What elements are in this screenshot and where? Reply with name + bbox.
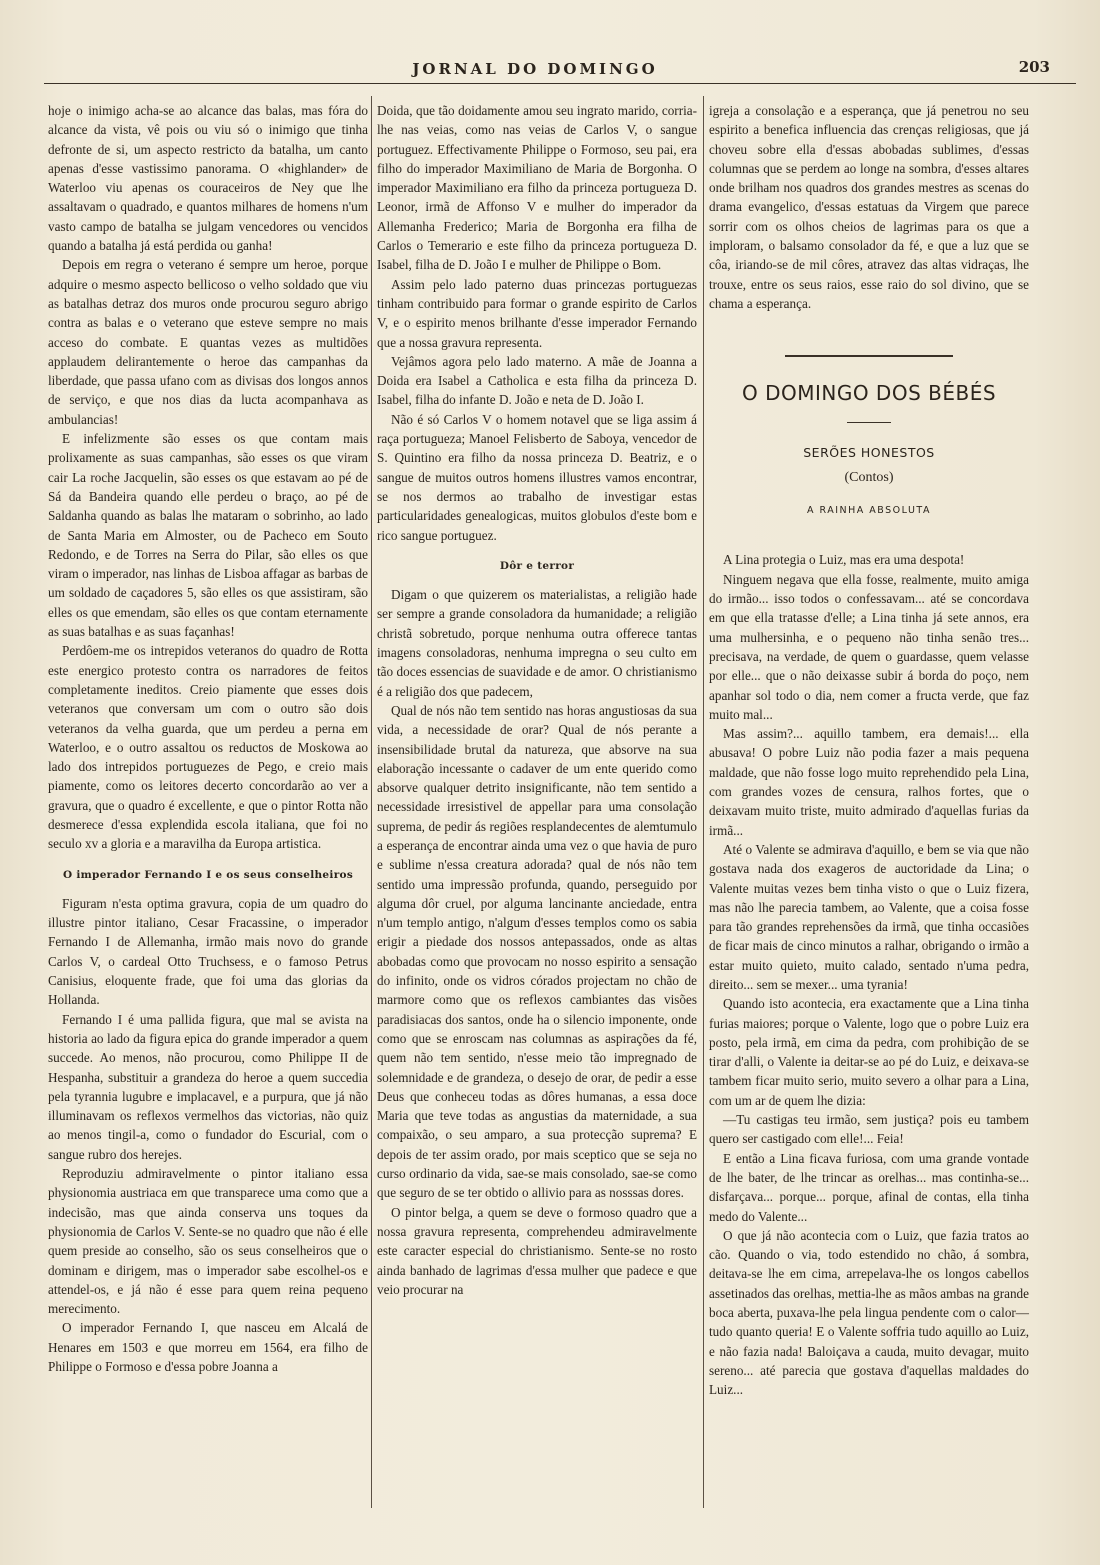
paragraph: Quando isto acontecia, era exactamente que a Lina tinha furias maiores; porque o Valente, logo que o pobre Luiz era posto, pela irmã, em cima da pedra, com prohibição de se tirar d'alli, o Valente ia deitar-se ao pé do Luiz, e deixava-se tambem ficar muito serio, muito severo a olhar para a Lina, com um ar de quem lhe dizia: bbox=[709, 996, 1029, 1108]
journal-title: JORNAL DO DOMINGO bbox=[412, 60, 658, 78]
paragraph: Mas assim?... aquillo tambem, era demais!... ella abusava! O pobre Luiz não podia fazer a mais pequena maldade, que não fosse logo muito reprehendido pela Lina, com grandes vozes de censura, ralhos fortes, que o deixavam muito triste, muito admirado d'aquellas furias da irmã... bbox=[709, 726, 1029, 838]
paragraph: E infelizmente são esses os que contam mais prolixamente as suas campanhas, são esses os que viram cair La roche Jacquelin, são esses os que estavam ao pé de Sá da Bandeira quando elle perdeu o braço, ao pé de Saldanha quando as balas lhe mataram o sobrinho, ao lado de Santa Maria em Almoster, ou de Pacheco em Souto Redondo, e de Torres na Serra do Pilar, são elles os que viram o imperador, nas linhas de Lisboa affagar as barbas de um soldado de caçadores 5, são elles os que assistiram, são elles os que emendam, são elles os que contam eternamente as suas batalhas e as suas façanhas! bbox=[48, 431, 368, 640]
column-2 bbox=[377, 101, 697, 1299]
paragraph: Vejâmos agora pelo lado materno. A mãe de Joanna a Doida era Isabel a Catholica e esta filha da princeza D. Isabel, filha do infante D. João e neta de D. João I. bbox=[377, 353, 697, 408]
story-title: A RAINHA ABSOLUTA bbox=[807, 505, 931, 517]
paragraph: Até o Valente se admirava d'aquillo, e bem se via que não gostava nada dos exageros de auctoridade da Lina; o Valente muitas vezes bem tinha visto o que o Luiz fizera, mas não lhe parecia tambem, ao Valente, que a coisa fosse para tão grandes reprehensões da irmã, que tinha occasiões de ficar mais de cinco minutos a ralhar, obrigando o irmão a estar muito quieto, muito calado, sentado n'uma pedra, direito... sem se mexer... uma tyrania! bbox=[709, 841, 1029, 992]
paragraph: Perdôem-me os intrepidos veteranos do quadro de Rotta este energico protesto contra os narradores de feitos completamente ineditos. Creio piamente que esses dois veteranos que conversam um com o outro são dois veteranos da velha guarda, que um perdeu a perna em Waterloo, e o outro assaltou os reductos de Moskowa ao lado dos intrepidos portuguezes de Pego, e creio mais piamente, como os leitores decerto concordarão ao ver a gravura, que o quadro é excellente, e que o pintor Rotta não desmerece d'essa explendida escola italiana, que foi no seculo xv a gloria e a maravilha da Europa artistica. bbox=[48, 643, 368, 852]
paragraph: Figuram n'esta optima gravura, copia de um quadro do illustre pintor italiano, Cesar Fracassine, o imperador Fernando I de Allemanha, irmão mais novo do grande Carlos V, o cardeal Otto Truchsess, e o famoso Petrus Canisius, eloquente frade, que foi uma das glorias da Hollanda. bbox=[48, 895, 368, 1008]
paragraph: Reproduziu admiravelmente o pintor italiano essa physionomia austriaca em que transparece uma como que a indecisão, mas que ainda conserva uns toques da physionomia de Carlos V. Sente-se no quadro que não é elle quem preside ao conselho, são os seus conselheiros que o dominam e dirigem, mas o imperador sabe escolhel-os e attendel-os, e já não é esse para quem reina pequeno merecimento. bbox=[48, 1166, 368, 1317]
column-divider-2 bbox=[703, 96, 704, 1508]
section-title: O DOMINGO DOS BÉBÉS bbox=[741, 381, 997, 406]
paragraph: Assim pelo lado paterno duas princezas portuguezas tinham contribuido para formar o grande espirito de Carlos V, e o espirito menos brilhante d'esse imperador Fernando que a nossa gravura representa. bbox=[377, 276, 697, 350]
column-divider-1 bbox=[371, 96, 372, 1508]
paragraph: Ninguem negava que ella fosse, realmente, muito amiga do irmão... isso todos o confessavam... até se concordava em que ella tratasse d'elle; a Lina tinha já sete annos, era uma mulhersinha, e o pequeno não tinha senão tres... precisava, na verdade, de quem o guardasse, quem velasse por elle... que o não deixasse subir á borda do poço, nem apanhar sol todo o dia, nem comer a fructa verde, que faz muito mal... bbox=[709, 571, 1029, 722]
section-subtitle: SERÕES HONESTOS bbox=[803, 444, 935, 460]
paragraph: Não é só Carlos V o homem notavel que se liga assim á raça portugueza; Manoel Felisberto de Saboya, vencedor de S. Quintino era filho da nossa princeza D. Beatriz, e o sangue de muitos outros homens illustres vamos encontrar, se nos dermos ao trabalho de investigar estas particularidades genealogicas, muitos globulos d'este bom e rico sangue portuguez. bbox=[377, 411, 697, 543]
paragraph: O pintor belga, a quem se deve o formoso quadro que a nossa gravura representa, comprehendeu admiravelmente este caracter especial do christianismo. Sente-se no rosto ainda banhado de lagrimas d'essa mulher que padece e que veio procurar na bbox=[377, 1204, 697, 1297]
paragraph: igreja a consolação e a esperança, que já penetrou no seu espirito a benefica influencia das crenças religiosas, que já choveu sobre ella d'essas abobadas sublimes, d'essas columnas que se perdem ao longe na sombra, d'esses altares onde brilham nos quadros dos grandes mestres as scenas do drama evangelico, d'essas estatuas da Virgem que parece sorrir com os olhos cheios de lagrimas para os que a imploram, o balsamo consolador da fé, e que a luz que se côa, iriando-se de mil côres, atravez das altas vidraças, lhe trouxe, entre os seus raios, esse raio do sol divino, que se chama a esperança. bbox=[709, 103, 1029, 311]
paragraph: —Tu castigas teu irmão, sem justiça? pois eu tambem quero ser castigado com elle!... Feia! bbox=[709, 1112, 1029, 1147]
paragraph: O que já não acontecia com o Luiz, que fazia tratos ao cão. Quando o via, todo estendido no chão, á sombra, deitava-se lhe em cima, arrepelava-lhe os longos cabellos assetinados das orelhas, mettia-lhe as mãos ambas na grande boca aberta, puxava-lhe pela lingua pendente com o calor—tudo quanto queria! E o Valente soffria tudo aquillo ao Luiz, e não fazia nada! Baloiçava a cauda, muito devagar, muito sereno... até parecia que gostava d'aquellas maldades do Luiz... bbox=[709, 1227, 1029, 1398]
column-3 bbox=[709, 101, 1029, 1400]
paragraph: Depois em regra o veterano é sempre um heroe, porque adquire o mesmo aspecto bellicoso o velho soldado que viu as batalhas detraz dos muros onde procurou seguro abrigo contra as balas e o veterano que esteve sempre no mais acceso do combate. E quantas vezes as multidões applaudem delirantemente o heroe das campanhas da liberdade, que passa ufano com as divisas dos longos annos de serviço, e que nos dias da lucta acompanhava as ambulancias! bbox=[48, 257, 368, 427]
section-rule bbox=[785, 355, 953, 357]
paragraph: Doida, que tão doidamente amou seu ingrato marido, corria-lhe nas veias, como nas veias de Carlos V, o sangue portuguez. Effectivamente Philippe o Formoso, seu pai, era filho do imperador Maximiliano de Maria de Borgonha. O imperador Maximiliano era filho da princeza portugueza D. Leonor, irmã de Affonso V e mulher do imperador da Allemanha Frederico; Maria de Borgonha era filha de Carlos o Temerario e este filho da princeza portugueza D. Isabel, filha de D. João I e mulher de Philippe o Bom. bbox=[377, 103, 697, 273]
article-heading: O imperador Fernando I e os seus conselheiros bbox=[62, 868, 354, 881]
paragraph: A Lina protegia o Luiz, mas era uma despota! bbox=[723, 552, 965, 568]
paragraph: Digam o que quizerem os materialistas, a religião hade ser sempre a grande consoladora da humanidade; a religião christã sobretudo, porque nenhuma outra offerece tantas imagens consoladoras, nenhuma impregna o seu culto em tão doces essencias de suavidade e de amor. O christianismo é a religião dos que padecem, bbox=[377, 587, 697, 699]
section-subtitle-2: (Contos) bbox=[844, 469, 894, 485]
paragraph: Qual de nós não tem sentido nas horas angustiosas da sua vida, a necessidade de orar? Qual de nós perante a insensibilidade brutal da natureza, que absorve na sua elaboração incessante o cadaver de um ente querido como absorve qualquer detrito insignificante, não tem sentido a necessidade irresistivel de appellar para uma consolação suprema, de pedir ás regiões resplandecentes de alemtumulo a esperança de encontrar ainda uma vez o que havia de puro e sublime n'essa creatura adorada? qual de nós não tem sentido uma impressão profunda, quando, perseguido por alguma dôr cruel, por alguma lancinante anciedade, entra n'um templo antigo, n'algum d'esses templos como os sabia erigir a piedade dos nossos antepassados, onde as altas abobadas como que provocam no nosso espirito a sensação do infinito, onde os vidros córados projectam no chão de marmore como que os reflexos cambiantes das visões paradisiacas dos santos, onde ha o silencio imponente, onde como que se enroscam nas columnas as aspirações da fé, quem não tem sentido, n'esse meio tão impregnado de solemnidade e de grandeza, o desejo de orar, de pedir a esse Deus que conheceu todas as dôres humanas, a essa doce Maria que teve todas as angustias da maternidade, a sua compaixão, o seu amparo, a sua protecção suprema? E depois de ter assim orado, por mais sceptico que se seja no curso ordinario da vida, sae-se mais consolado, sae-se como que seguro de se ter obtido o allivio para as nosssas dores. bbox=[377, 702, 697, 1201]
paragraph: Fernando I é uma pallida figura, que mal se avista na historia ao lado da figura epica do grande imperador a quem succede. Ao menos, não procurou, como Philippe II de Hespanha, substituir a grandeza do heroe a quem succedia pela tyrannia lugubre e implacavel, e a purpura, que já não illuminavam os reflexos vermelhos das victorias, não quiz ao menos tingil-a, como o fundador do Escurial, com o sangue rubro dos herejes. bbox=[48, 1011, 368, 1162]
paragraph: E então a Lina ficava furiosa, com uma grande vontade de lhe bater, de lhe trincar as orelhas... mas continha-se... disfarçava... porque... porque, afinal de contas, ella tinha medo do Valente... bbox=[709, 1150, 1029, 1224]
page-number: 203 bbox=[1018, 58, 1050, 76]
header-rule bbox=[44, 83, 1076, 84]
section-header bbox=[709, 355, 1029, 520]
paragraph: O imperador Fernando I, que nasceu em Alcalá de Henares em 1503 e que morreu em 1564, era filho de Philippe o Formoso e d'essa pobre Joanna a bbox=[48, 1320, 368, 1374]
paragraph: hoje o inimigo acha-se ao alcance das balas, mas fóra do alcance da vista, vê pois ou viu só o inimigo que tinha defronte de si, um aspecto restricto da batalha, um canto apenas d'esse vastissimo panorama. O «highlander» de Waterloo viu apenas os couraceiros de Ney que lhe assaltavam o quadrado, e quantos milhares de homens n'um vasto campo de batalha se julgam vencedores ou vencidos quando a batalha já está perdida ou ganha! bbox=[48, 103, 368, 254]
column-1 bbox=[48, 101, 368, 1376]
article-heading: Dôr e terror bbox=[499, 559, 575, 572]
section-rule-small bbox=[847, 422, 891, 423]
